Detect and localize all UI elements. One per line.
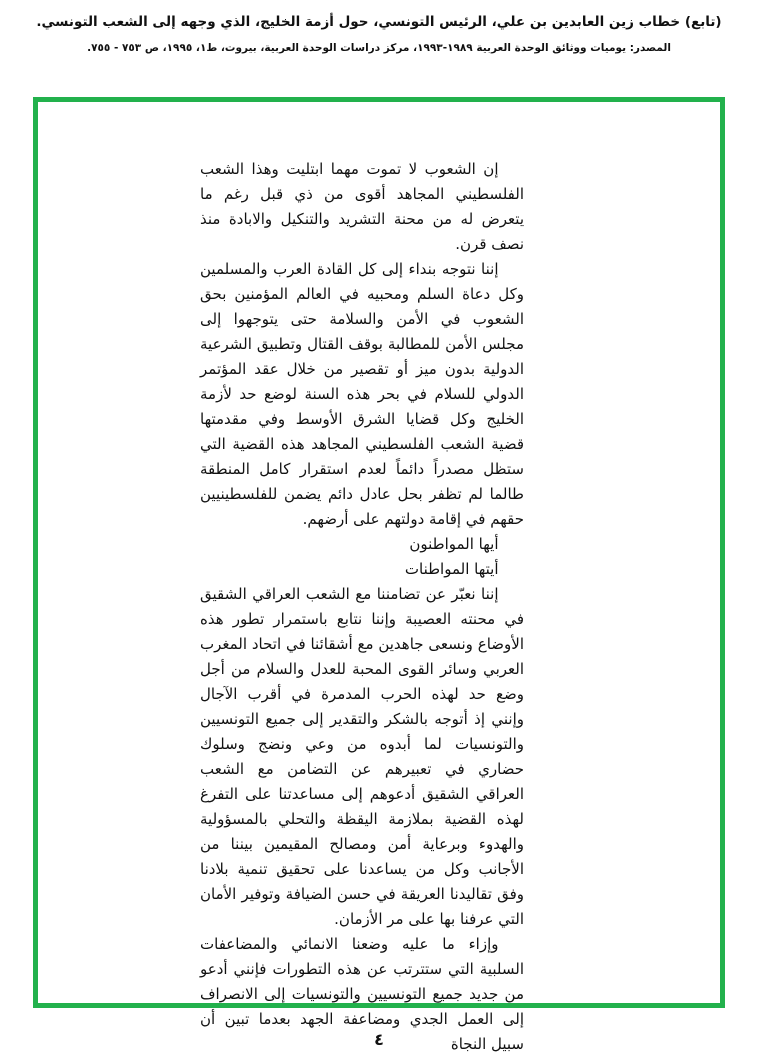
document-title: (تابع) خطاب زين العابدين بن علي، الرئيس التونسي، حول أزمة الخليج، الذي وجهه إلى الشعب التونسي. [36,14,722,30]
body-paragraph: إننا نعبّر عن تضامننا مع الشعب العراقي الشقيق في محنته العصيبة وإننا نتابع باستمرار تطور هذه الأوضاع ونسعى جاهدين مع أشقائنا في اتحاد المغرب العربي وسائر القوى المحبة للعدل والسلام من أجل وضع حد لهذه الحرب المدمرة في أقرب الآجال وإنني إذ أتوجه بالشكر والتقدير إلى جميع التونسيين والتونسيات لما أبدوه من وعي ونضج وسلوك حضاري في تعبيرهم عن التضامن مع الشعب العراقي الشقيق أدعوهم إلى مساعدتنا على التفرغ لهذه القضية بملازمة اليقظة والتحلي بالمسؤولية والهدوء وبرعاية أمن ومصالح المقيمين بيننا من الأجانب وكل من يساعدنا على تحقيق تنمية بلادنا وفق تقاليدنا العريقة في حسن الضيافة وتوفير الأمان التي عرفنا بها على مر الأزمان. [200,585,524,928]
body-paragraph: وإزاء ما عليه وضعنا الانمائي والمضاعفات السلبية التي ستترتب عن هذه التطورات فإنني أدعو من جديد جميع التونسيين والتونسيات إلى الانصراف إلى العمل الجدي ومضاعفة الجهد بعدما تبين أن سبيل النجاة [200,935,524,1053]
highlight-box [33,97,725,1053]
body-paragraph: إن الشعوب لا تموت مهما ابتليت وهذا الشعب الفلسطيني المجاهد أقوى من ذي قبل رغم ما يتعرض له من محنة التشريد والتنكيل والابادة منذ نصف قرن. [200,160,524,253]
page-number: ٤ [374,1030,384,1049]
body-salutation-line: أيها المواطنون [409,535,499,553]
body-paragraph: إننا نتوجه بنداء إلى كل القادة العرب والمسلمين وكل دعاة السلم ومحبيه في العالم المؤمنين بحق الشعوب في الأمن والسلامة حتى يتوجهوا إلى مجلس الأمن للمطالبة بوقف القتال وتطبيق الشرعية الدولية بدون ميز أو تقصير من خلال عقد المؤتمر الدولي للسلام في بحر هذه السنة لوضع حد لأزمة الخليج وكل قضايا الشرق الأوسط وفي مقدمتها قضية الشعب الفلسطيني المجاهد هذه القضية التي ستظل مصدراً دائماً لعدم استقرار كامل المنطقة طالما لم تظفر بحل عادل دائم يضمن للفلسطينيين حقهم في إقامة دولتهم على أرضهم. [200,260,524,528]
document-source-line: المصدر: يوميات ووثائق الوحدة العربية ١٩٨٩-١٩٩٣، مركز دراسات الوحدة العربية، بيروت، ط١، ١٩٩٥، ص ٧٥٣ - ٧٥٥. [87,41,671,54]
body-text-column [200,157,524,1057]
document-header [0,0,758,54]
body-salutation-line: أيتها المواطنات [404,560,499,578]
